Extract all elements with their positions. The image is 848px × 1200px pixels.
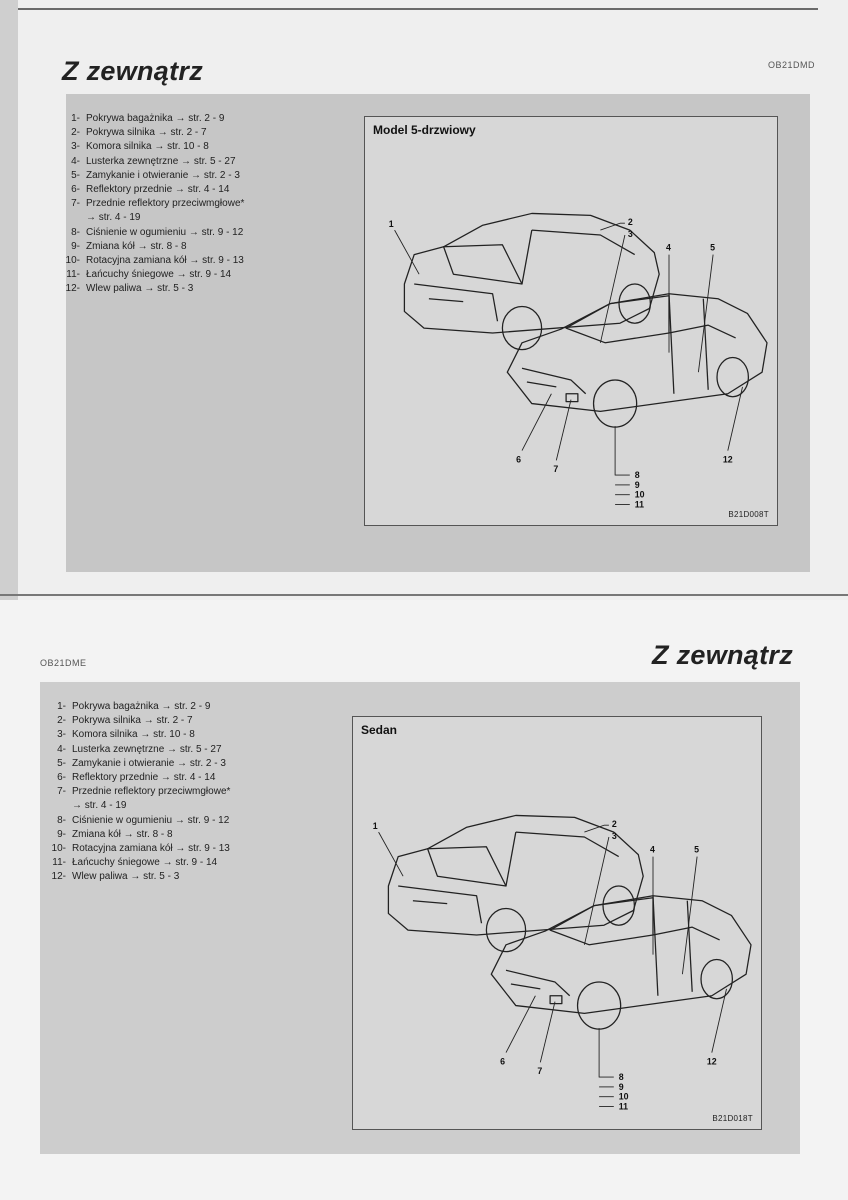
legend-item: [58, 254, 244, 268]
legend-number: 3-: [71, 141, 80, 153]
callout-label: 5: [694, 844, 700, 855]
callout-label: 6: [500, 1056, 506, 1067]
callout-leader: [540, 1002, 555, 1063]
front-car-wheel: [594, 380, 637, 427]
legend-text: Komora silnika → str. 10 - 8: [72, 729, 195, 741]
rear-car-plate: [413, 901, 447, 904]
legend-text: Wlew paliwa → str. 5 - 3: [86, 283, 194, 295]
legend-text: Ciśnienie w ogumieniu → str. 9 - 12: [86, 226, 244, 238]
car-diagram-top: [365, 117, 777, 525]
legend-number: 2-: [71, 127, 80, 139]
legend-number: 6-: [71, 184, 80, 196]
callout-leader: [395, 230, 420, 274]
legend-number: 10-: [65, 255, 80, 267]
callout-label: 1: [372, 821, 378, 832]
front-car-foglamp: [550, 996, 562, 1004]
rear-car-window: [428, 847, 506, 886]
rear-car-trunk-line: [398, 886, 481, 923]
legend-number: 12-: [51, 871, 66, 883]
front-car-door-line: [653, 896, 658, 996]
callout-label: 7: [553, 464, 559, 475]
legend-item: [44, 771, 230, 785]
legend-text: Ciśnienie w ogumieniu → str. 9 - 12: [72, 814, 230, 826]
legend-number: 5-: [71, 169, 80, 181]
legend-number: 4-: [57, 743, 66, 755]
legend-text: Łańcuchy śniegowe → str. 9 - 14: [86, 269, 232, 281]
legend-number: 1-: [71, 113, 80, 124]
callout-label: 6: [516, 454, 522, 465]
callout-leader: [522, 394, 551, 451]
front-car-foglamp: [566, 394, 578, 402]
callout-label: 1: [388, 219, 394, 230]
legend-number: 8-: [57, 814, 66, 826]
legend-text: Reflektory przednie → str. 4 - 14: [72, 772, 216, 784]
callout-leader: [379, 832, 404, 876]
front-car-windshield: [566, 296, 669, 343]
callout-leader: [506, 996, 535, 1053]
callout-leader: [600, 235, 625, 343]
callout-label: 10: [634, 489, 645, 500]
callout-leader: [584, 837, 609, 945]
figure-code-bottom: B21D018T: [712, 1114, 753, 1123]
callout-label: 9: [618, 1081, 624, 1092]
rear-car-roofline: [516, 832, 619, 857]
page-code-top: OB21DMD: [768, 60, 816, 70]
legend-number: 12-: [65, 283, 80, 295]
front-car-grille: [511, 984, 540, 989]
legend-text: Rotacyjna zamiana kół → str. 9 - 13: [86, 255, 244, 267]
legend-number: 8-: [71, 226, 80, 238]
rear-car-wheel: [603, 886, 634, 925]
legend-item: [58, 155, 244, 169]
legend-continuation: → str. 4 - 19: [72, 800, 127, 812]
legend-item: [58, 112, 244, 126]
front-car-wheel: [578, 982, 621, 1029]
legend-number: 11-: [52, 857, 66, 869]
legend-item: [58, 282, 244, 296]
rear-car-trunk-line: [414, 284, 497, 321]
callout-label: 11: [618, 1101, 629, 1112]
legend-item: [58, 226, 244, 240]
car-group: [389, 213, 767, 509]
legend-number: 5-: [57, 757, 66, 769]
callout-label: 11: [634, 499, 645, 510]
legend-item: [44, 828, 230, 842]
legend-item: [44, 700, 230, 714]
callout-label: 7: [537, 1066, 543, 1077]
legend-item: [44, 714, 230, 728]
legend-item: [44, 757, 230, 771]
legend-item: [44, 728, 230, 742]
legend-text: Zamykanie i otwieranie → str. 2 - 3: [72, 757, 226, 769]
front-car-body: [507, 294, 767, 412]
legend-text: Łańcuchy śniegowe → str. 9 - 14: [72, 857, 218, 869]
callout-label: 4: [666, 242, 671, 253]
front-car-windshield: [550, 898, 653, 945]
legend-text: Pokrywa bagażnika → str. 2 - 9: [72, 701, 211, 712]
figure-top: [364, 116, 778, 526]
legend-item: [58, 140, 244, 154]
legend-text: Przednie reflektory przeciwmgłowe*: [86, 198, 245, 210]
legend-item: [44, 870, 230, 884]
legend-text: Wlew paliwa → str. 5 - 3: [72, 871, 180, 883]
front-car-side-window: [653, 927, 720, 940]
legend-item: [58, 126, 244, 140]
callout-leader: [599, 1028, 614, 1077]
legend-number: 3-: [57, 729, 66, 741]
front-car-grille: [527, 382, 556, 387]
front-car-hood-line: [522, 368, 586, 393]
front-car-hood-line: [506, 970, 570, 995]
rear-car-pillar: [506, 832, 516, 886]
legend-item: [44, 842, 230, 856]
figure-bottom: [352, 716, 762, 1130]
front-car-side-window: [669, 325, 736, 338]
rear-car-wheel: [619, 284, 650, 323]
legend-continuation: → str. 4 - 19: [86, 212, 141, 224]
callout-label: 2: [611, 819, 617, 830]
legend-item: [44, 743, 230, 757]
legend-item: [58, 240, 244, 254]
figure-title-top: Model 5-drzwiowy: [373, 123, 476, 137]
scan-edge: [0, 0, 18, 600]
front-car-body: [491, 896, 751, 1014]
legend-text: Pokrywa bagażnika → str. 2 - 9: [86, 113, 225, 124]
car-group: [373, 815, 751, 1111]
legend-item: [58, 183, 244, 197]
legend-number: 7-: [57, 786, 66, 798]
legend-item: [44, 785, 230, 799]
legend-number: 1-: [57, 701, 66, 712]
callout-label: 3: [611, 830, 617, 841]
callout-label: 10: [618, 1091, 629, 1102]
legend-text: Zmiana kół → str. 8 - 8: [86, 240, 187, 252]
legend-text: Reflektory przednie → str. 4 - 14: [86, 184, 230, 196]
legend-text: Komora silnika → str. 10 - 8: [86, 141, 209, 153]
callout-leader: [615, 426, 630, 475]
legend-text: Zmiana kół → str. 8 - 8: [72, 828, 173, 840]
legend-list-bottom: [44, 700, 230, 885]
rear-car-roofline: [532, 230, 635, 255]
figure-code-top: B21D008T: [728, 510, 769, 519]
legend-item: [58, 169, 244, 183]
legend-list-top: [58, 112, 244, 297]
legend-text: Pokrywa silnika → str. 2 - 7: [72, 715, 193, 727]
rear-car-pillar: [522, 230, 532, 284]
legend-text: Lusterka zewnętrzne → str. 5 - 27: [86, 155, 236, 167]
page-title-bottom: Z zewnątrz: [652, 640, 794, 670]
legend-text: Rotacyjna zamiana kół → str. 9 - 13: [72, 843, 230, 855]
legend-item: [58, 197, 244, 211]
rear-car-plate: [429, 299, 463, 302]
callout-label: 9: [634, 479, 640, 490]
callout-leader: [556, 400, 571, 461]
rear-car-window: [444, 245, 522, 284]
scan-top-line: [18, 8, 818, 10]
figure-title-bottom: Sedan: [361, 723, 398, 737]
legend-number: 11-: [66, 269, 80, 281]
legend-text: Przednie reflektory przeciwmgłowe*: [72, 786, 231, 798]
front-car-door-line: [669, 294, 674, 394]
page-bottom: [0, 600, 848, 1200]
page-divider-line: [0, 594, 848, 596]
callout-label: 4: [650, 844, 655, 855]
callout-label: 8: [618, 1072, 624, 1083]
callout-label: 12: [706, 1056, 717, 1067]
callout-label: 12: [722, 454, 733, 465]
callout-label: 8: [634, 470, 640, 481]
legend-number: 2-: [57, 715, 66, 727]
callout-label: 5: [710, 242, 716, 253]
callout-label: 3: [627, 228, 633, 239]
legend-number: 10-: [51, 843, 66, 855]
page-title-top: Z zewnątrz: [62, 56, 204, 86]
legend-item: [44, 856, 230, 870]
legend-item: [44, 814, 230, 828]
legend-number: 9-: [71, 240, 80, 252]
legend-number: 9-: [57, 828, 66, 840]
callout-label: 2: [627, 217, 633, 228]
page-code-bottom: OB21DME: [40, 658, 87, 668]
legend-text: Lusterka zewnętrzne → str. 5 - 27: [72, 743, 222, 755]
legend-number: 4-: [71, 155, 80, 167]
legend-text: Pokrywa silnika → str. 2 - 7: [86, 127, 207, 139]
legend-number: 7-: [71, 198, 80, 210]
legend-item: [58, 268, 244, 282]
legend-text: Zamykanie i otwieranie → str. 2 - 3: [86, 169, 240, 181]
legend-number: 6-: [57, 772, 66, 784]
car-diagram-bottom: [353, 717, 761, 1129]
